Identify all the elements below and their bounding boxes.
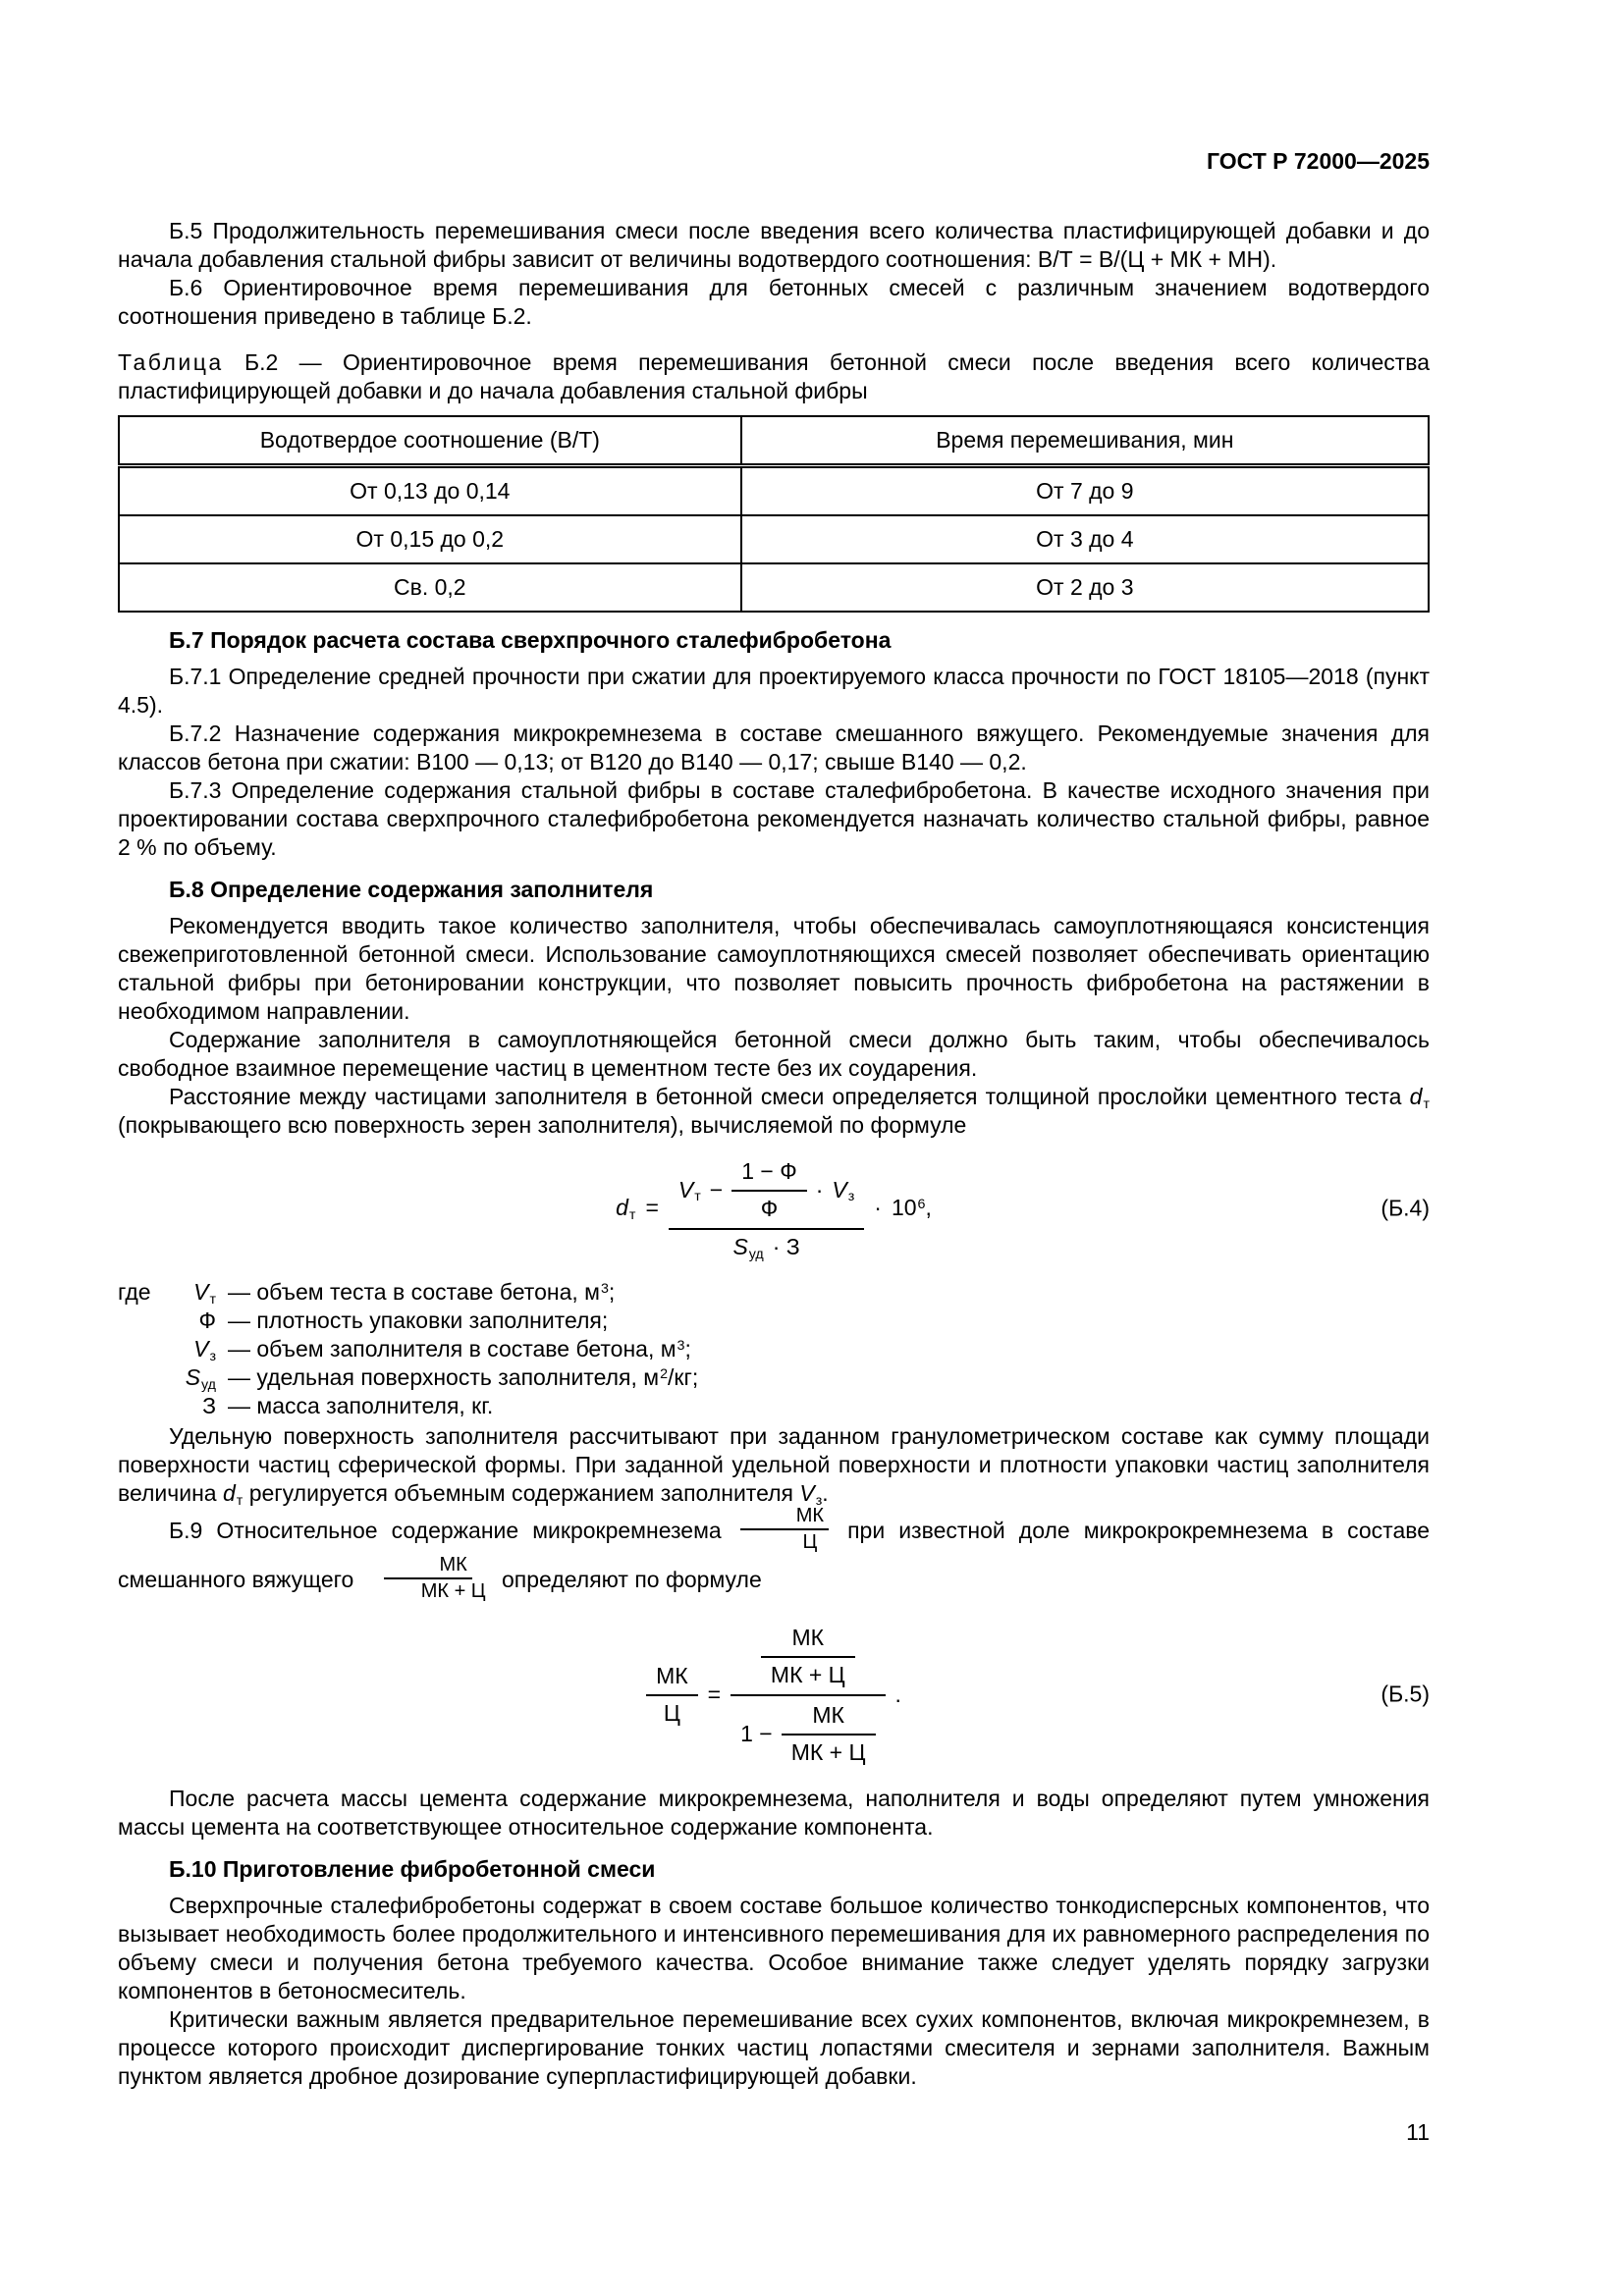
var-d: d [222,1480,236,1506]
table-cell: От 7 до 9 [741,466,1429,516]
heading-b10: Б.10 Приготовление фибробетонной смеси [169,1856,656,1882]
where-word: где [118,1279,151,1305]
text-run: . [822,1480,829,1506]
text-run: Удельную поверхность заполнителя рассчитывают при заданном гранулометрическом составе как сумму площади поверхности частиц сферической формы. При заданной удельной поверхности и плотности упаковки частиц заполнителя величина [118,1423,1430,1506]
formula-b4 [118,1153,1430,1262]
var-d-subscript: т [1423,1095,1430,1112]
var-vz-subscript: з [815,1492,823,1509]
paragraph-b8-2: Содержание заполнителя в самоуплотняющейся бетонной смеси должно быть таким, чтобы обеспечивалось свободное взаимное перемещение частиц в цементном тесте без их соударения. [118,1027,1430,1081]
page-content [118,147,1430,2147]
definition-list [118,1278,1430,1420]
definition-text: — удельная поверхность заполнителя, $м^2/кг$; [228,1364,699,1390]
definition-text: — масса заполнителя, кг. [228,1393,494,1418]
definition-item [118,1278,1430,1307]
text-run: (покрывающего всю поверхность зерен заполнителя), вычисляемой по формуле [118,1112,967,1138]
paragraph-b73: Б.7.3 Определение содержания стальной фибры в составе сталефибробетона. В качестве исходного значения при проектировании состава сверхпрочного сталефибробетона рекомендуется назначать количество стальной фибры, равное 2 % по объему. [118,777,1430,860]
table-cell: От 0,13 до 0,14 [119,466,741,516]
text-run: регулируется объемным содержанием заполнителя [243,1480,800,1506]
paragraph-b5: Б.5 Продолжительность перемешивания смеси после введения всего количества пластифицирующей добавки и до начала добавления стальной фибры зависит от величины водотвердого соотношения: В/Т = В/(Ц + МК + МН). [118,218,1430,272]
paragraph-b8-4 [118,1422,1430,1508]
text-run: определяют по формуле [495,1567,762,1593]
definition-text: — плотность упаковки заполнителя; [228,1308,609,1333]
table-cell: От 2 до 3 [741,563,1429,612]
definition-item [118,1307,1430,1335]
table-caption-word: Таблица [118,349,224,375]
var-vz: $V_з$ [832,1176,855,1205]
definition-item [118,1363,1430,1392]
table-row [119,563,1429,612]
table-row [119,466,1429,516]
main-fraction [669,1153,864,1262]
var-s-ud: $S_{уд}$ [185,1364,216,1393]
bottom-inner-fraction: $\frac{МК}{МК + Ц}$ [782,1699,876,1768]
formula-b4-label: (Б.4) [1380,1195,1430,1220]
formula-b5-expression [646,1620,901,1769]
table-caption [118,348,1430,405]
power-term: $10^6$, [891,1195,932,1220]
definition-item [118,1335,1430,1363]
table-caption-number: Б.2 [244,349,279,375]
inline-fraction-mk-mkc: МК МК + Ц [365,1554,491,1603]
paragraph-b6: Б.6 Ориентировочное время перемешивания для бетонных смесей с различным значением водотвердого соотношения приведено в таблице Б.2. [118,275,1430,329]
denominator-factor: · З [772,1234,800,1259]
definition-text: — объем теста в составе бетона, $м^3$; [228,1279,616,1305]
var-vt: $V_т$ [193,1279,216,1308]
paragraph-b72: Б.7.2 Назначение содержания микрокремнезема в составе смешанного вяжущего. Рекомендуемые значения для классов бетона при сжатии: В100 — 0,13; от В120 до В140 — 0,17; свыше В140 — 0,2. [118,721,1430,774]
lhs-fraction: $\frac{МК}{Ц}$ [646,1660,698,1729]
multiply-dot: · [815,1176,824,1202]
table-header-row [119,416,1429,466]
text-run: Расстояние между частицами заполнителя в бетонной смеси определяется толщиной прослойки цементного теста [169,1084,1410,1109]
document-code-header: ГОСТ Р 72000—2025 [1207,148,1430,174]
equals-sign: = [645,1195,659,1220]
table-cell: Св. 0,2 [119,563,741,612]
text-run: Б.9 Относительное содержание микрокремнезема [169,1518,735,1544]
paragraph-b10-2: Критически важным является предварительное перемешивание всех сухих компонентов, включая микрокремнезем, в процессе которого происходит диспергирование тонких частиц лопастями смесителя и зернами заполнителя. Важным пунктом является дробное дозирование суперпластифицирующей добавки. [118,2006,1430,2089]
var-vz: $V_з$ [193,1336,216,1364]
var-vz: V [799,1480,815,1506]
table-col2-header: Время перемешивания, мин [741,416,1429,466]
paragraph-after-b5-formula: После расчета массы цемента содержание микрокремнезема, наполнителя и воды определяют путем умножения массы цемента на соответствующее относительное содержание компонента. [118,1786,1430,1840]
equals-sign: = [707,1681,722,1707]
page-number: 11 [1406,2119,1430,2145]
paragraph-b71: Б.7.1 Определение средней прочности при сжатии для проектируемого класса прочности по ГОСТ 18105—2018 (пункт 4.5). [118,664,1430,718]
paragraph-b8-1: Рекомендуется вводить такое количество заполнителя, чтобы обеспечивалась самоуплотняющаяся консистенция свежеприготовленной бетонной смеси. Использование самоуплотняющихся смесей позволяет обеспечивать ориентацию стальной фибры при бетонировании конструкции, что позволяет повысить прочность фибробетона на растяжении в необходимом направлении. [118,913,1430,1024]
table-caption-text: — Ориентировочное время перемешивания бетонной смеси после введения всего количества пластифицирующей добавки и до начала добавления стальной фибры [118,349,1431,403]
definition-text: — объем заполнителя в составе бетона, $м^3$; [228,1336,691,1362]
var-d-subscript: т [236,1492,244,1509]
minus-sign: − [709,1176,724,1202]
var-z: З [202,1393,216,1418]
main-fraction [731,1620,885,1769]
table-b2 [118,415,1430,613]
paragraph-b8-3 [118,1083,1430,1140]
heading-b7: Б.7 Порядок расчета состава сверхпрочного сталефибробетона [169,627,892,653]
var-vt: $V_т$ [677,1176,701,1205]
formula-b5-label: (Б.5) [1380,1681,1430,1707]
multiply-dot: · [874,1195,882,1220]
table-row [119,515,1429,563]
table-col1-header: Водотвердое соотношение (В/Т) [119,416,741,466]
var-s-ud: $S_{уд}$ [732,1234,764,1262]
var-f: Ф [198,1308,216,1333]
paragraph-b9 [118,1505,1430,1606]
formula-b5 [118,1620,1430,1769]
inner-fraction: $\frac{1 - Ф}{Ф}$ [731,1155,807,1224]
formula-b4-expression [616,1153,932,1262]
one-minus: 1 − [740,1720,773,1746]
top-inner-fraction: $\frac{МК}{МК + Ц}$ [761,1622,855,1690]
var-d: d [1409,1084,1423,1109]
text-run: при известной доле микрокрокремнезема в составе смешанного вяжущего [118,1518,1430,1593]
table-cell: От 3 до 4 [741,515,1429,563]
paragraph-b10-1: Сверхпрочные сталефибробетоны содержат в своем составе большое количество тонкодисперсных компонентов, что вызывает необходимость более продолжительного и интенсивного перемешивания для их равномерного распределения по объему смеси и получения бетона требуемого качества. Особое внимание также следует уделять порядку загрузки компонентов в бетоносмеситель. [118,1893,1430,2003]
period: . [894,1681,901,1707]
heading-b8: Б.8 Определение содержания заполнителя [169,877,654,902]
inline-fraction-mk-c: МК Ц [740,1505,829,1554]
definition-item [118,1392,1430,1420]
var-d: $d_т$ [616,1195,636,1223]
table-cell: От 0,15 до 0,2 [119,515,741,563]
